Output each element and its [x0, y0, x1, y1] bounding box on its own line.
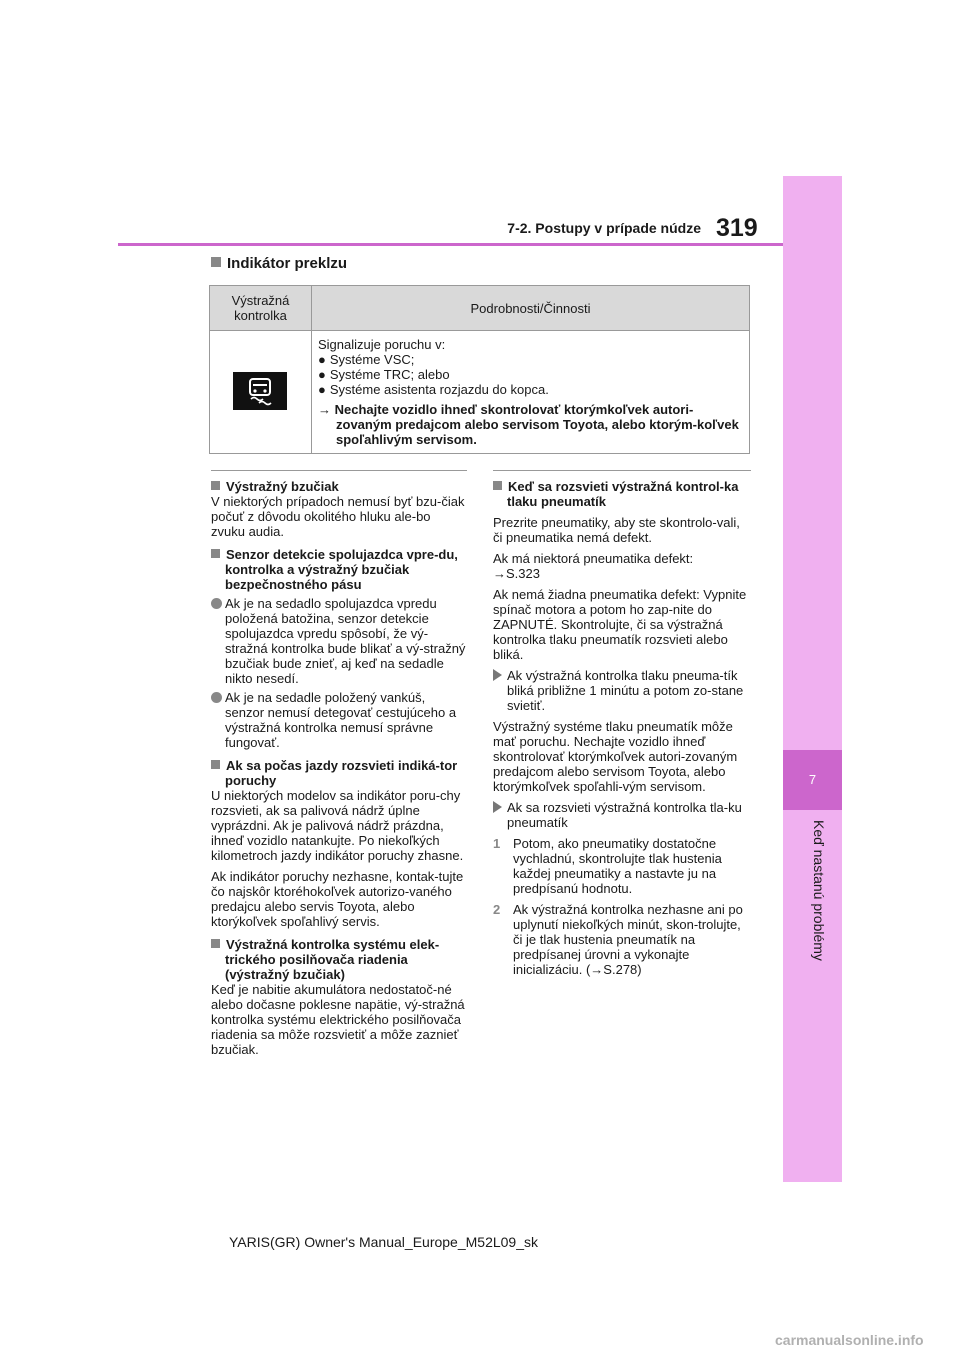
step-number: 1 — [493, 836, 501, 851]
condition-item: Ak sa rozsvieti výstražná kontrolka tla-ku pneumatík — [493, 800, 751, 830]
subheading-buzzer: Výstražný bzučiak — [211, 479, 467, 494]
square-bullet-icon — [211, 939, 220, 948]
col-details-header: Podrobnosti/Činnosti — [312, 286, 750, 331]
subheading-eps-warning: Výstražná kontrolka systému elek-trického posilňovača riadenia (výstražný bzučiak) — [211, 937, 467, 982]
bullet-item: Ak je na sedadlo spolujazdca vpredu položená batožina, senzor detekcie spolujazdca vpredu spôsobí, že vý-stražná kontrolka bude blikať a vý-stražný bzučiak bude znieť, aj keď na sedadle nikto nesedí. — [211, 596, 467, 686]
square-bullet-icon — [211, 549, 220, 558]
paragraph: U niektorých modelov sa indikátor poru-chy rozsvieti, ak sa palivová nádrž úplne vyprázdni. Ak je palivová nádrž prázdna, ihneď vozidlo natankujte. Po niekoľkých kilometroch jazdy indikátor poruchy zhasne. — [211, 788, 464, 863]
watermark: carmanualsonline.info — [775, 1332, 924, 1348]
right-column — [493, 470, 751, 977]
column-rule — [211, 470, 467, 471]
paragraph: Výstražný systéme tlaku pneumatík môže mať poruchu. Nechajte vozidlo ihneď skontrolovať ktorýmkoľvek autori-zovaným predajcom alebo servisom Toyota, alebo ktorýmkoľvek spoľahli-vým servisom. — [493, 719, 738, 794]
details-list — [318, 352, 741, 397]
round-bullet-icon — [211, 598, 222, 609]
paragraph: Prezrite pneumatiky, aby ste skontrolo-vali, či pneumatika nemá defekt. — [493, 515, 740, 545]
square-bullet-icon — [493, 481, 502, 490]
subheading-passenger-sensor: Senzor detekcie spolujazdca vpre-du, kontrolka a výstražný bzučiak bezpečnostného pásu — [211, 547, 467, 592]
bullet-item: Ak je na sedadle položený vankúš, senzor nemusí detegovať cestujúceho a výstražná kontrolka nemusí správne fungovať. — [211, 690, 467, 750]
warning-table — [209, 285, 750, 454]
paragraph: Ak má niektorá pneumatika defekt: — [493, 551, 694, 566]
details-action: → Nechajte vozidlo ihneď skontrolovať ktorýmkoľvek autori-zovaným predajcom alebo servisom Toyota, alebo ktorým-koľvek spoľahlivým servisom. — [318, 402, 739, 447]
paragraph: V niektorých prípadoch nemusí byť bzu-čiak počuť z dôvodu okolitého hluku ale-bo zvuku audia. — [211, 494, 465, 539]
list-item: ● Systéme VSC; — [318, 352, 741, 367]
triangle-bullet-icon — [493, 801, 502, 813]
lamp-cell — [210, 331, 312, 454]
left-column — [211, 470, 467, 1057]
section-title: 7-2. Postupy v prípade núdze — [507, 220, 701, 236]
square-bullet-icon — [211, 257, 221, 267]
page-reference[interactable]: →S.323 — [493, 566, 540, 581]
footer: YARIS(GR) Owner's Manual_Europe_M52L09_sk — [229, 1234, 538, 1250]
step-number: 2 — [493, 902, 501, 917]
paragraph: Keď je nabitie akumulátora nedostatoč-né alebo dočasne poklesne napätie, vý-stražná kontrolka systému elektrického posilňovača riadenia sa môže rozsvietiť a môže zaznieť bzučiak. — [211, 982, 465, 1057]
header-rule — [118, 243, 783, 246]
col-lamp-header: Výstražná kontrolka — [210, 286, 312, 331]
paragraph: Ak indikátor poruchy nezhasne, kontak-tujte čo najskôr ktoréhokoľvek autorizo-vaného predajcu alebo servis Toyota, alebo ktorýkoľvek spoľahlivý servis. — [211, 869, 464, 929]
round-bullet-icon — [211, 692, 222, 703]
chapter-title: Keď nastanú problémy — [811, 820, 827, 961]
list-item: ● Systéme TRC; alebo — [318, 367, 741, 382]
details-cell — [312, 331, 750, 454]
list-item: ● Systéme asistenta rozjazdu do kopca. — [318, 382, 741, 397]
chapter-number: 7 — [783, 750, 842, 810]
condition-item: Ak výstražná kontrolka tlaku pneuma-tík bliká približne 1 minútu a potom zo-stane svietiť. — [493, 668, 751, 713]
square-bullet-icon — [211, 481, 220, 490]
paragraph: Ak nemá žiadna pneumatika defekt: Vypnite spínač motora a potom ho zap-nite do ZAPNUTÉ. Skontrolujte, či sa výstražná kontrolka tlaku pneumatík rozsvieti alebo bliká. — [493, 587, 747, 662]
details-intro: Signalizuje poruchu v: — [318, 337, 446, 352]
main-heading: Indikátor preklzu — [211, 255, 347, 272]
step-item: 2 Ak výstražná kontrolka nezhasne ani po uplynutí niekoľkých minút, skon-trolujte, či je tlak hustenia pneumatík na predpísanej úrovni a vykonajte inicializáciu. (→S.278) — [493, 902, 743, 977]
square-bullet-icon — [211, 760, 220, 769]
subheading-malfunction-indicator: Ak sa počas jazdy rozsvieti indiká-tor poruchy — [211, 758, 467, 788]
column-rule — [493, 470, 751, 471]
slip-indicator-icon — [233, 372, 287, 410]
page-number: 319 — [716, 214, 758, 242]
step-item: 1 Potom, ako pneumatiky dostatočne vychladnú, skontrolujte tlak hustenia každej pneumatiky a nastavte ju na predpísanú hodnotu. — [493, 836, 722, 896]
subheading-tire-pressure: Keď sa rozsvieti výstražná kontrol-ka tlaku pneumatík — [493, 479, 751, 509]
triangle-bullet-icon — [493, 669, 502, 681]
